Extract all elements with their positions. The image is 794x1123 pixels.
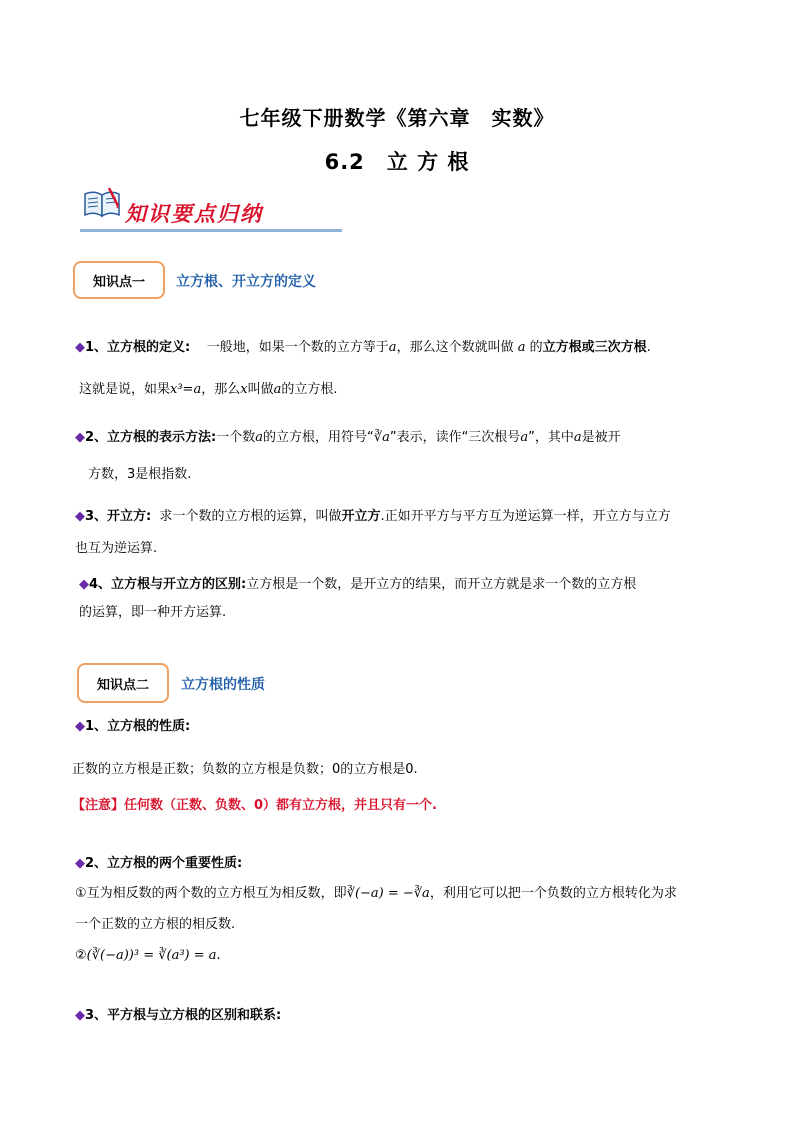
s1-item3-line1: ◆3、开立方: 求一个数的立方根的运算，叫做开立方.正如开平方与平方互为逆运算一样，开立方与立方 [75, 509, 671, 524]
page-subtitle: 6.2 立 方 根 [324, 150, 470, 174]
diamond-icon: ◆ [75, 509, 85, 524]
banner-underline [80, 229, 342, 232]
diamond-icon: ◆ [75, 340, 85, 355]
s2-p1-label: ◆1、立方根的性质: [75, 719, 191, 734]
diamond-icon: ◆ [75, 856, 85, 871]
section1-title: 立方根、开立方的定义 [176, 274, 316, 290]
s1-item1-line2: 这就是说，如果x³=a，那么x叫做a的立方根. [79, 382, 338, 397]
diamond-icon: ◆ [75, 719, 85, 734]
section1-badge: 知识点一 [73, 261, 165, 299]
s2-p2-label: ◆2、立方根的两个重要性质: [75, 856, 243, 871]
banner-title: 知识要点归纳 [125, 201, 263, 226]
s1-item2-line2: 方数，3是根指数. [88, 467, 192, 482]
s2-p1-text: 正数的立方根是正数；负数的立方根是负数；0的立方根是0. [72, 762, 418, 777]
s2-p2-line1: ①互为相反数的两个数的立方根互为相反数，即∛(−a) = −∛a，利用它可以把一个负数的立方根转化为求 [75, 886, 677, 901]
diamond-icon: ◆ [75, 1008, 85, 1023]
diamond-icon: ◆ [75, 430, 85, 445]
s1-item1-line1: ◆1、立方根的定义: 一般地，如果一个数的立方等于a，那么这个数就叫做 a 的立方根或三次方根. [75, 340, 651, 355]
s1-item4-line2: 的运算，即一种开方运算. [79, 605, 227, 620]
section2-title: 立方根的性质 [181, 677, 265, 693]
s2-note: 【注意】任何数（正数、负数、0）都有立方根，并且只有一个. [72, 798, 437, 813]
s2-p2-line2: 一个正数的立方根的相反数. [75, 917, 236, 932]
section2-badge: 知识点二 [77, 663, 169, 703]
page-title: 七年级下册数学《第六章 实数》 [239, 106, 555, 130]
s2-p2-line3: ②(∛(−a))³ = ∛(a³) = a. [75, 948, 221, 963]
diamond-icon: ◆ [79, 577, 89, 592]
s1-item3-line2: 也互为逆运算. [75, 541, 158, 556]
s1-item4-line1: ◆4、立方根与开立方的区别:立方根是一个数，是开立方的结果，而开立方就是求一个数的立方根 [79, 577, 637, 592]
s1-item2-line1: ◆2、立方根的表示方法:一个数a的立方根，用符号“∛a”表示，读作“三次根号a”，其中a是被开 [75, 430, 621, 445]
s2-p3-label: ◆3、平方根与立方根的区别和联系: [75, 1008, 282, 1023]
book-icon [82, 186, 122, 220]
